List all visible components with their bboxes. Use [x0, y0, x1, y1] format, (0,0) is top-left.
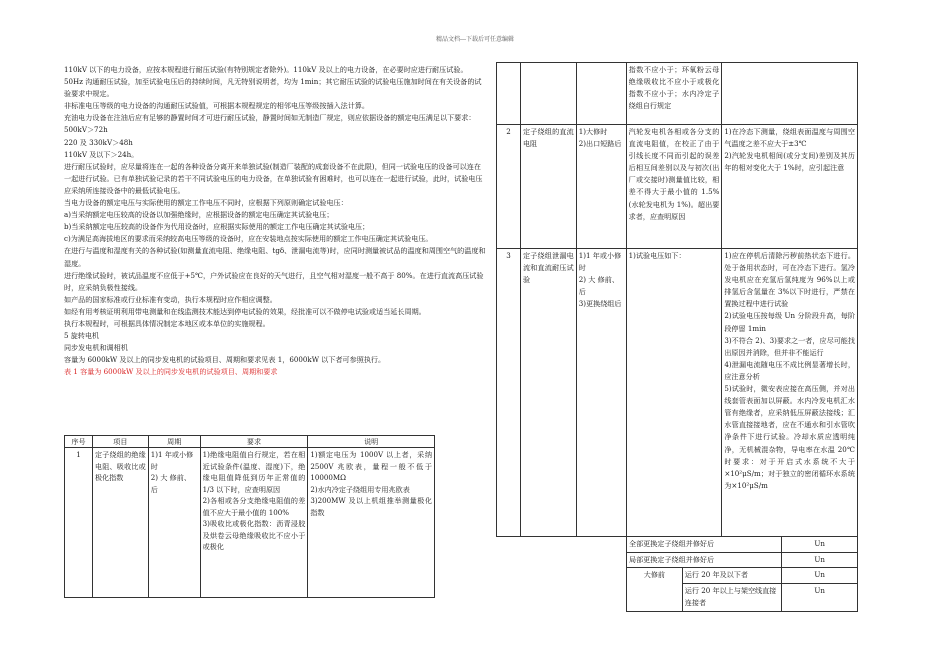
table-row	[497, 249, 858, 537]
voltage-subtable	[626, 536, 858, 612]
paragraph: 进行绝缘试验时，被试品温度不应低于+5℃，户外试验应在良好的天气进行，且空气相对湿度一般不高于 80%。在进行直流高压试验时，应采纳负极性接线。	[64, 270, 484, 292]
paragraph: 充油电力设备在注油后应有足够的静置时间才可进行耐压试验，静置时间如无制造厂规定，则应依据设备的额定电压满足以下要求：	[64, 113, 476, 123]
sub-label: 全部更换定子绕组并修好后	[627, 537, 782, 553]
table-header-row	[65, 436, 435, 448]
paragraph: 如经有用考核证明利用带电测量和在线监测技术能达到停电试验的效果，经批准可以不做停电试验或适当延长周期。	[64, 306, 426, 316]
page-header: 精品文档---下载后可任意编辑	[435, 36, 515, 43]
sub-label: 运行 20 年及以下者	[682, 568, 782, 584]
paragraph: 220 及 330kV＞48h	[64, 137, 133, 147]
table-caption: 表 1 容量为 6000kW 及以上的同步发电机的试验项目、周期和要求	[64, 367, 278, 377]
paragraph: 容量为 6000kW 及以上的同步发电机的试验项目、周期和要求见表 1，6000kW 以下者可参照执行。	[64, 355, 386, 365]
paragraph: 在进行与温度和湿度有关的各种试验(如测量直流电阻、绝缘电阻、tgδ、泄漏电流等)时，应同时测量被试品的温度和周围空气的温度和湿度。	[64, 246, 486, 268]
sub-label: 大修前	[627, 568, 683, 612]
table-row	[497, 125, 858, 249]
cell-note: 1)在冷态下测量，绕组表面温度与周围空气温度之差不应大于±3℃ 2)汽轮发电机相间(或分支间)差别及其历年的相对变化大于 1%时，应引起注意	[722, 125, 858, 249]
sub-label: 运行 20 年以上与架空线直接连接者	[682, 583, 782, 611]
paragraph: c)为满足高海拔地区的要求而采纳较高电压等级的设备时，应在安装地点按实际使用的额定工作电压确定其试验电压。	[64, 234, 433, 244]
paragraph: a)当采纳额定电压较高的设备以加强绝缘时，应根据设备的额定电压确定其试验电压；	[64, 210, 334, 220]
empty-cell	[722, 63, 858, 125]
cell-requirement: 1)绝缘电阻值自行规定，若在相近试验条件(温度、湿度)下，绝缘电阻值降低到历年正常值的 1/3 以下时，应查明原因 2)各相或各分支绝缘电阻值的差值不应大于最小值的 100% 3)吸收比或极化指数：沥青浸胶及烘卷云母绝缘吸收比不应小于或极化	[200, 448, 308, 598]
section-heading: 5 旋转电机	[64, 331, 100, 341]
cell-no: 3	[497, 249, 521, 537]
paragraph: 如产品的国家标准或行业标准有变动，执行本规程时应作相应调整。	[64, 294, 277, 304]
header-cell: 序号	[65, 436, 93, 448]
cell-period: 1)大修时 2)出口短路后	[576, 125, 626, 249]
test-table-right	[496, 62, 858, 537]
test-table-left	[64, 435, 435, 598]
paragraph: 非标准电压等级的电力设备的沟通耐压试验值，可根据本规程规定的相邻电压等级按插入法计算。	[64, 101, 370, 111]
sub-value: Un	[782, 537, 858, 553]
empty-cell	[497, 63, 521, 125]
cell-item: 定子绕组的直流电阻	[520, 125, 576, 249]
cell-note: 1)额定电压为 1000V 以上者，采纳 2500V 兆欧表，量程一般不低于 10000MΩ 2)水内冷定子绕组用专用兆欧表 3)200MW 及以上机组推举测量极化指数	[308, 448, 435, 598]
sub-value: Un	[782, 568, 858, 584]
sub-value: Un	[782, 583, 858, 611]
table-row	[65, 448, 435, 598]
cell-period: 1)1 年或小修时 2) 大 修前、后	[148, 448, 200, 598]
header-cell: 周期	[148, 436, 200, 448]
cell-requirement: 1)试验电压如下：	[626, 249, 722, 537]
paragraph: 50Hz 沟通耐压试验，加至试验电压后的持续时间，凡无特别说明者，均为 1min；其它耐压试验的试验电压施加时间在有关设备的试验要求中规定。	[64, 77, 482, 99]
cell-item: 定子绕组的绝缘电阻、吸收比或极化指数	[92, 448, 148, 598]
paragraph: 执行本规程时，可根据具体情况制定本地区或本单位的实施规程。	[64, 318, 270, 328]
paragraph: 110kV 及以下＞24h。	[64, 149, 139, 159]
subtable-row	[627, 537, 858, 553]
paragraph: b)当采纳额定电压较高的设备作为代用设备时，应根据实际使用的额定工作电压确定其试验电压；	[64, 222, 370, 232]
header-cell: 说明	[308, 436, 435, 448]
cell-item: 定子绕组泄漏电流和直流耐压试验	[520, 249, 576, 537]
header-cell: 要求	[200, 436, 308, 448]
sub-value: Un	[782, 552, 858, 568]
subtable-row	[627, 552, 858, 568]
body-text	[64, 64, 488, 378]
cell-no: 1	[65, 448, 93, 598]
empty-cell	[576, 63, 626, 125]
cell-note: 1)应在停机后清除污秽前热状态下进行。处于备用状态时，可在冷态下进行。氢冷发电机应在充氢后氢纯度为 96%以上或排氢后含氢量在 3%以下时进行，严禁在置换过程中进行试验 2)试验电压按每级 Un 分阶段升高，每阶段停留 1min 3)不符合 2)、3)要求之一者，应尽可能找出原因并消除，但并非不能运行 4)泄漏电流随电压不成比例显著增长时，应注意分析 5)试验时，微安表应接在高压侧，并对出线套管表面加以屏蔽。水内冷发电机汇水管有绝缘者，应采纳低压屏蔽法接线；汇水管直接接地者，应在不通水和引水管吹净条件下进行试验。冷却水质应透明纯净，无机械混杂物，导电率在水温 20℃时要求：对于开启式水系统不大于×10²μS/m；对于独立的密闭循环水系统为×10²μS/m	[722, 249, 858, 537]
paragraph: 进行耐压试验时，应尽量将连在一起的各种设备分离开来单独试验(制造厂装配的成套设备不在此限)，但同一试验电压的设备可以连在一起进行试验。已有单独试验记录的若干不同试验电压的电力设备，在单独试验有困难时，也可以连在一起进行试验，此时，试验电压应采纳所连接设备中的最低试验电压。	[64, 161, 483, 195]
table-row	[497, 63, 858, 125]
cell-period: 1)1 年或小修时 2) 大 修前、后 3)更换绕组后	[576, 249, 626, 537]
header-cell: 项目	[92, 436, 148, 448]
subsection-heading: 同步发电机和调相机	[64, 343, 128, 353]
empty-cell	[520, 63, 576, 125]
paragraph: 500kV＞72h	[64, 125, 108, 135]
sub-label: 局部更换定子绕组并修好后	[627, 552, 782, 568]
cell-requirement: 汽轮发电机各相或各分支的直流电阻值，在校正了由于引线长度不同而引起的误差后相互间差别以及与初次(出厂或交接时)测量值比较，相差不得大于最小值的 1.5%(水轮发电机为 1%)。超出要求者，应查明原因	[626, 125, 722, 249]
cell-no: 2	[497, 125, 521, 249]
paragraph: 当电力设备的额定电压与实际使用的额定工作电压不同时，应根据下列原则确定试验电压：	[64, 198, 348, 208]
cell-requirement-cont: 指数不应小于；环氧粉云母绝缘吸收比不应小于或极化指数不应小于；水内冷定子绕组自行规定	[626, 63, 722, 125]
paragraph: 110kV 以下的电力设备，应按本规程进行耐压试验(有特别规定者除外)。110kV 及以上的电力设备，在必要时应进行耐压试验。	[64, 65, 468, 74]
subtable-row	[627, 568, 858, 584]
